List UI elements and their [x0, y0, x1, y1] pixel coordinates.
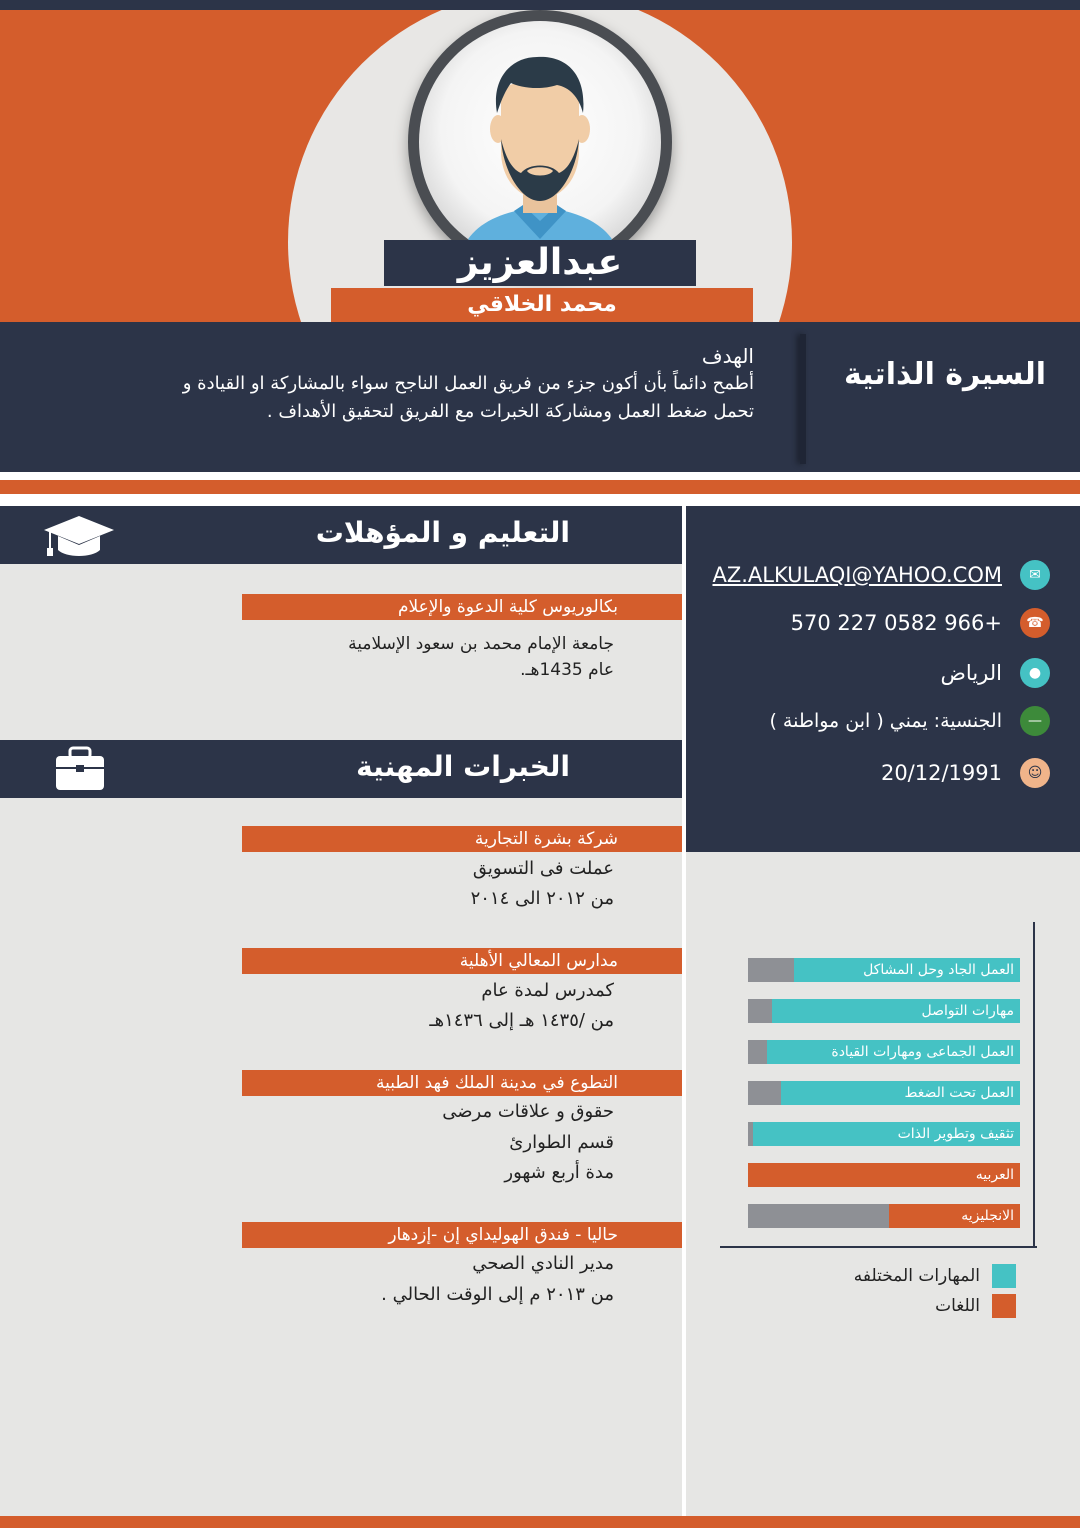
email-link[interactable]: AZ.ALKULAQI@YAHOO.COM — [712, 563, 1002, 587]
skill-bar — [748, 1163, 1020, 1187]
experience-entry-heading: حاليا - فندق الهوليداي إن -إزدهار — [242, 1222, 682, 1248]
experience-entry-line: كمدرس لمدة عام — [481, 980, 614, 1001]
experience-entry-line: من ٢٠١٣ م إلى الوقت الحالي . — [381, 1284, 614, 1305]
education-entry-heading: بكالوريوس كلية الدعوة والإعلام — [242, 594, 682, 620]
contact-email-row — [712, 560, 1050, 590]
legend-swatch-languages — [992, 1294, 1016, 1318]
email-icon: ✉ — [1020, 560, 1050, 590]
city: الرياض — [940, 661, 1002, 685]
experience-entry-line: من /١٤٣٥ هـ إلى ١٤٣٦هـ — [429, 1010, 614, 1031]
objective-divider — [800, 334, 806, 464]
education-entry-line: جامعة الإمام محمد بن سعود الإسلامية — [348, 634, 614, 654]
phone-number: +966 0582 227 570 — [790, 611, 1002, 635]
objective-text: أطمح دائماً بأن أكون جزء من فريق العمل الناجح سواء بالمشاركة او القيادة و تحمل ضغط العمل ومشاركة الخبرات مع الفريق لتحقيق الأهداف . — [182, 373, 754, 422]
divider-stripe-orange — [0, 480, 1080, 494]
experience-entry-line: من ٢٠١٢ الى ٢٠١٤ — [470, 888, 614, 909]
saudi-flag-icon: — — [1020, 706, 1050, 736]
last-name: محمد الخلاقي — [331, 288, 753, 322]
skill-label: العمل الجاد وحل المشاكل — [863, 962, 1014, 978]
skill-label: العمل تحت الضغط — [904, 1085, 1014, 1101]
skill-label: العربيه — [975, 1167, 1014, 1183]
skill-bar — [748, 1204, 1020, 1228]
skill-label: تثقيف وتطوير الذات — [897, 1126, 1014, 1142]
contact-panel — [686, 506, 1080, 852]
briefcase-icon — [54, 746, 106, 792]
graduation-cap-icon — [42, 512, 116, 558]
experience-entry-heading: شركة بشرة التجارية — [242, 826, 682, 852]
legend-label-skills: المهارات المختلفه — [853, 1266, 980, 1286]
skill-bar — [748, 999, 1020, 1023]
divider-stripe — [0, 472, 1080, 480]
skills-axis-vertical — [1033, 922, 1035, 1248]
legend-skills — [854, 1264, 1016, 1288]
experience-entry-line: قسم الطوارئ — [509, 1132, 614, 1153]
top-strip — [0, 0, 1080, 10]
skill-bar — [748, 1081, 1020, 1105]
phone-icon: ☎ — [1020, 608, 1050, 638]
baby-face-icon: ☺ — [1020, 758, 1050, 788]
first-name: عبدالعزيز — [384, 240, 696, 286]
skills-axis-horizontal — [720, 1246, 1037, 1248]
birth-date: 20/12/1991 — [880, 761, 1002, 785]
experience-entry-heading: التطوع في مدينة الملك فهد الطبية — [242, 1070, 682, 1096]
contact-city-row — [941, 658, 1050, 688]
skill-bar — [748, 1122, 1020, 1146]
column-divider — [682, 506, 686, 1516]
education-header — [0, 506, 682, 564]
experience-entry-line: مدة أربع شهور — [504, 1162, 614, 1183]
divider-stripe — [0, 494, 1080, 506]
skill-bar — [748, 958, 1020, 982]
skill-label: مهارات التواصل — [921, 1003, 1014, 1019]
contact-nationality-row — [769, 706, 1050, 736]
experience-title: الخبرات المهنية — [356, 750, 570, 783]
location-pin-icon: ● — [1020, 658, 1050, 688]
man-avatar-icon — [419, 21, 661, 263]
experience-header — [0, 740, 682, 798]
contact-birthdate-row — [881, 758, 1050, 788]
experience-entry-line: حقوق و علاقات مرضى — [442, 1101, 614, 1122]
experience-entry-line: مدير النادي الصحي — [472, 1253, 614, 1274]
cv-title: السيرة الذاتية — [843, 357, 1046, 392]
experience-entry-heading: مدارس المعالي الأهلية — [242, 948, 682, 974]
legend-swatch-skills — [992, 1264, 1016, 1288]
legend-label-languages: اللغات — [935, 1296, 980, 1316]
skill-label: الانجليزيه — [961, 1208, 1014, 1224]
objective-heading: الهدف — [701, 344, 754, 368]
education-title: التعليم و المؤهلات — [315, 516, 570, 549]
bottom-strip — [0, 1516, 1080, 1528]
experience-entry-line: عملت فى التسويق — [472, 858, 614, 879]
avatar — [419, 21, 661, 263]
contact-phone-row — [791, 608, 1050, 638]
skill-bar — [748, 1040, 1020, 1064]
legend-languages — [935, 1294, 1016, 1318]
skill-label: العمل الجماعى ومهارات القيادة — [831, 1044, 1014, 1060]
education-entry-line: عام 1435هـ. — [520, 660, 614, 680]
nationality: الجنسية: يمني ( ابن مواطنة ) — [769, 710, 1002, 732]
